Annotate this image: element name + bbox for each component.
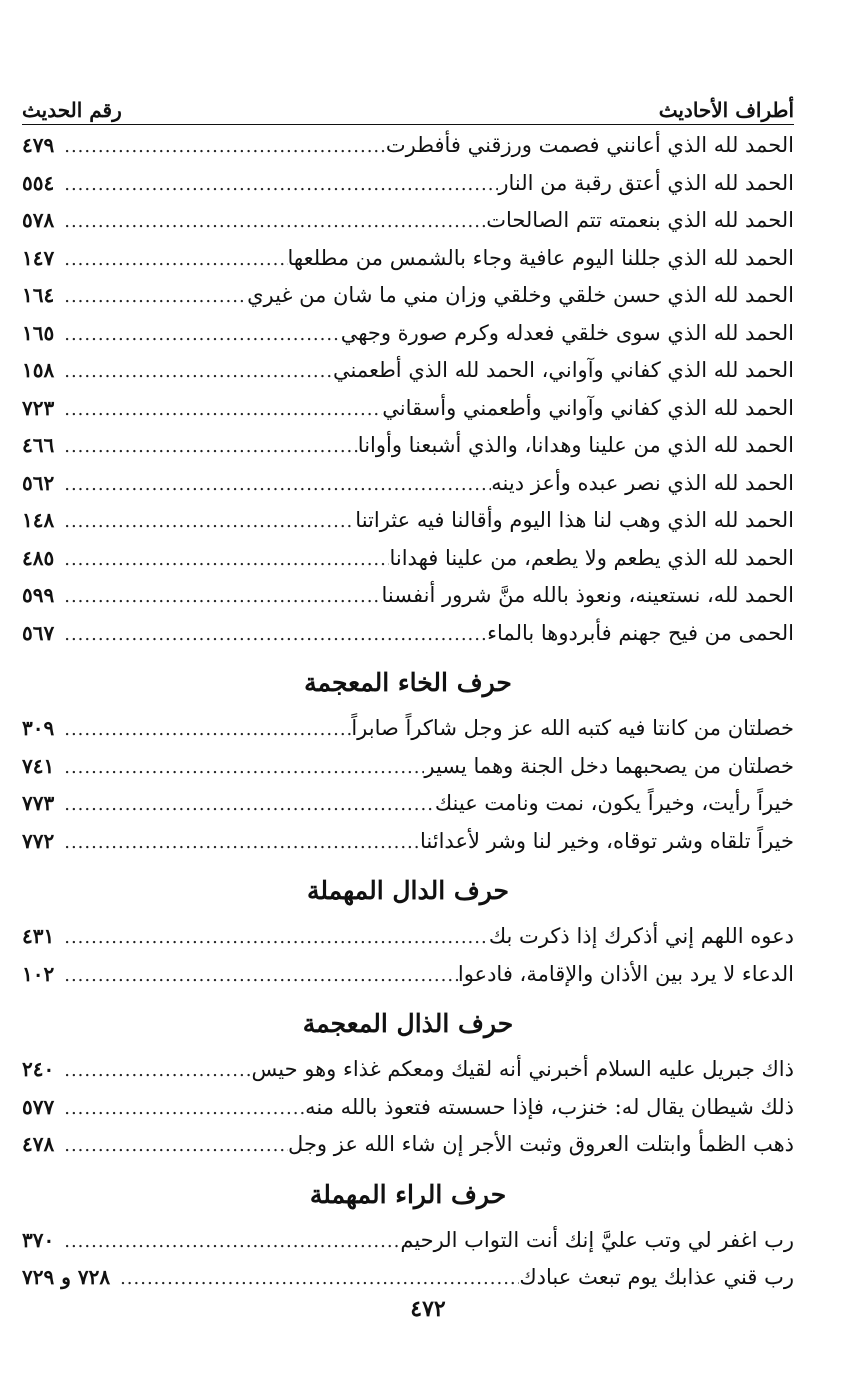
entry-text: الدعاء لا يرد بين الأذان والإقامة، فادعوا xyxy=(457,961,794,986)
page-header xyxy=(22,88,794,125)
dot-leader xyxy=(54,824,420,861)
dot-leader xyxy=(54,353,333,390)
dot-leader xyxy=(54,128,386,165)
dot-leader xyxy=(54,1127,288,1164)
entry-text: رب قني عذابك يوم تبعث عبادك xyxy=(519,1265,794,1289)
hadith-number: ٤٧٩ xyxy=(22,133,55,157)
entry-text: خيراً تلقاه وشر توقاه، وخير لنا وشر لأعدائنا xyxy=(420,828,794,853)
hadith-number: ٧٧٢ xyxy=(22,828,55,853)
index-entry xyxy=(22,277,794,315)
hadith-number: ٥٩٩ xyxy=(22,583,55,607)
entry-text: ذاك جبريل عليه السلام أخبرني أنه لقيك ومعكم غذاء وهو حيس xyxy=(251,1057,794,1081)
hadith-number: ١٥٨ xyxy=(22,358,55,382)
hadith-number: ٧٧٣ xyxy=(22,791,55,815)
section-title: حرف الدال المهملة xyxy=(306,876,510,905)
dot-leader xyxy=(54,1223,400,1260)
entry-text: خصلتان من كانتا فيه كتبه الله عز وجل شاكراً صابراً xyxy=(351,716,794,740)
index-entry xyxy=(22,1089,794,1127)
hadith-number: ٤٨٥ xyxy=(22,545,55,570)
entry-text: رب اغفر لي وتب عليَّ إنك أنت التواب الرحيم xyxy=(400,1227,794,1252)
dot-leader xyxy=(54,749,424,786)
hadith-number: ١٦٤ xyxy=(22,283,55,307)
hadith-number: ٤٧٨ xyxy=(22,1132,55,1156)
dot-leader xyxy=(54,203,486,240)
dot-leader xyxy=(54,241,287,278)
index-entry xyxy=(22,1259,794,1297)
dot-leader xyxy=(54,711,351,748)
dot-leader xyxy=(54,541,389,578)
hadith-number: ١٤٨ xyxy=(22,508,55,532)
hadith-number: ٤٣١ xyxy=(22,924,55,948)
hadith-number: ٥٦٢ xyxy=(22,470,55,495)
hadith-number: ٧٢٨ و ٧٢٩ xyxy=(22,1265,111,1289)
index-entry xyxy=(22,577,794,615)
hadith-number: ٣٧٠ xyxy=(22,1227,55,1252)
entry-text: الحمد لله الذي بنعمته تتم الصالحات xyxy=(486,208,794,232)
hadith-number: ٧٤١ xyxy=(22,753,55,778)
index-entry xyxy=(22,1222,794,1260)
entry-text: خصلتان من يصحبهما دخل الجنة وهما يسير xyxy=(424,753,794,778)
entry-text: الحمد لله الذي أعتق رقبة من النار xyxy=(498,170,794,195)
index-entry xyxy=(22,615,794,653)
index-entry xyxy=(22,1051,794,1089)
header-number-label: رقم الحديث xyxy=(22,98,122,122)
section-title: حرف الخاء المعجمة xyxy=(304,668,512,697)
dot-leader xyxy=(54,316,340,353)
index-entry xyxy=(22,502,794,540)
index-entry xyxy=(22,540,794,578)
dot-leader xyxy=(54,786,435,823)
hadith-number: ٤٦٦ xyxy=(22,433,55,457)
entry-text: خيراً رأيت، وخيراً يكون، نمت ونامت عينك xyxy=(434,791,794,815)
index-entry xyxy=(22,823,794,861)
index-entry xyxy=(22,127,794,165)
index-entry xyxy=(22,710,794,748)
index-entry xyxy=(22,315,794,353)
entry-text: الحمد لله الذي جللنا اليوم عافية وجاء بالشمس من مطلعها xyxy=(287,245,794,270)
index-entry xyxy=(22,918,794,956)
hadith-number: ٥٧٧ xyxy=(22,1094,55,1119)
entry-text: الحمد لله، نستعينه، ونعوذ بالله منَّ شرور أنفسنا xyxy=(381,583,794,607)
index-entry xyxy=(22,748,794,786)
index-entry xyxy=(22,202,794,240)
entry-text: الحمد لله الذي أعانني فصمت ورزقني فأفطرت xyxy=(385,133,794,157)
index-entry xyxy=(22,390,794,428)
hadith-number: ١٤٧ xyxy=(22,245,55,270)
dot-leader xyxy=(54,391,382,428)
dot-leader xyxy=(54,957,458,994)
dot-leader xyxy=(54,278,247,315)
dot-leader xyxy=(54,1052,251,1089)
index-content xyxy=(22,127,794,1297)
entry-text: دعوه اللهم إني أذكرك إذا ذكرت بك xyxy=(488,924,794,948)
entry-text: الحمد لله الذي كفاني وآواني وأطعمني وأسقاني xyxy=(382,395,794,420)
entry-text: الحمد لله الذي حسن خلقي وخلقي وزان مني ما شان من غيري xyxy=(247,283,794,307)
entry-text: الحمد لله الذي سوى خلقي فعدله وكرم صورة وجهي xyxy=(340,320,794,345)
entry-text: ذهب الظمأ وابتلت العروق وثبت الأجر إن شاء الله عز وجل xyxy=(288,1132,794,1156)
dot-leader xyxy=(54,428,358,465)
page-number: ٤٧٢ xyxy=(410,1296,446,1322)
hadith-number: ٥٦٧ xyxy=(22,620,55,645)
index-entry xyxy=(22,352,794,390)
section-title: حرف الراء المهملة xyxy=(309,1179,507,1209)
entry-text: الحمد لله الذي نصر عبده وأعز دينه xyxy=(491,470,794,495)
dot-leader xyxy=(54,503,355,540)
hadith-number: ٥٥٤ xyxy=(22,170,55,195)
index-entry xyxy=(22,427,794,465)
dot-leader xyxy=(54,166,498,203)
hadith-number: ٣٠٩ xyxy=(22,716,55,740)
dot-leader xyxy=(54,1090,305,1127)
entry-text: الحمد لله الذي يطعم ولا يطعم، من علينا فهدانا xyxy=(389,545,794,570)
header-title: أطراف الأحاديث xyxy=(658,98,794,122)
hadith-number: ٥٧٨ xyxy=(22,208,55,232)
hadith-number: ٢٤٠ xyxy=(22,1057,55,1081)
entry-text: ذلك شيطان يقال له: خنزب، فإذا حسسته فتعوذ بالله منه xyxy=(305,1094,794,1119)
hadith-number: ١٦٥ xyxy=(22,320,55,345)
entry-text: الحمد لله الذي كفاني وآواني، الحمد لله الذي أطعمني xyxy=(332,358,794,382)
dot-leader xyxy=(54,919,489,956)
index-page xyxy=(22,88,794,1297)
hadith-number: ١٠٢ xyxy=(22,961,55,986)
dot-leader xyxy=(110,1260,519,1297)
index-entry xyxy=(22,1126,794,1164)
index-entry xyxy=(22,785,794,823)
index-entry xyxy=(22,165,794,203)
entry-text: الحمد لله الذي وهب لنا هذا اليوم وأقالنا فيه عثراتنا xyxy=(355,508,794,532)
entry-text: الحمى من فيح جهنم فأبردوها بالماء xyxy=(487,620,794,645)
index-entry xyxy=(22,465,794,503)
entry-text: الحمد لله الذي من علينا وهدانا، والذي أشبعنا وأوانا xyxy=(357,433,794,457)
dot-leader xyxy=(54,466,491,503)
section-title: حرف الذال المعجمة xyxy=(302,1009,514,1038)
dot-leader xyxy=(54,616,487,653)
index-entry xyxy=(22,956,794,994)
dot-leader xyxy=(54,578,381,615)
hadith-number: ٧٢٣ xyxy=(22,395,55,420)
index-entry xyxy=(22,240,794,278)
